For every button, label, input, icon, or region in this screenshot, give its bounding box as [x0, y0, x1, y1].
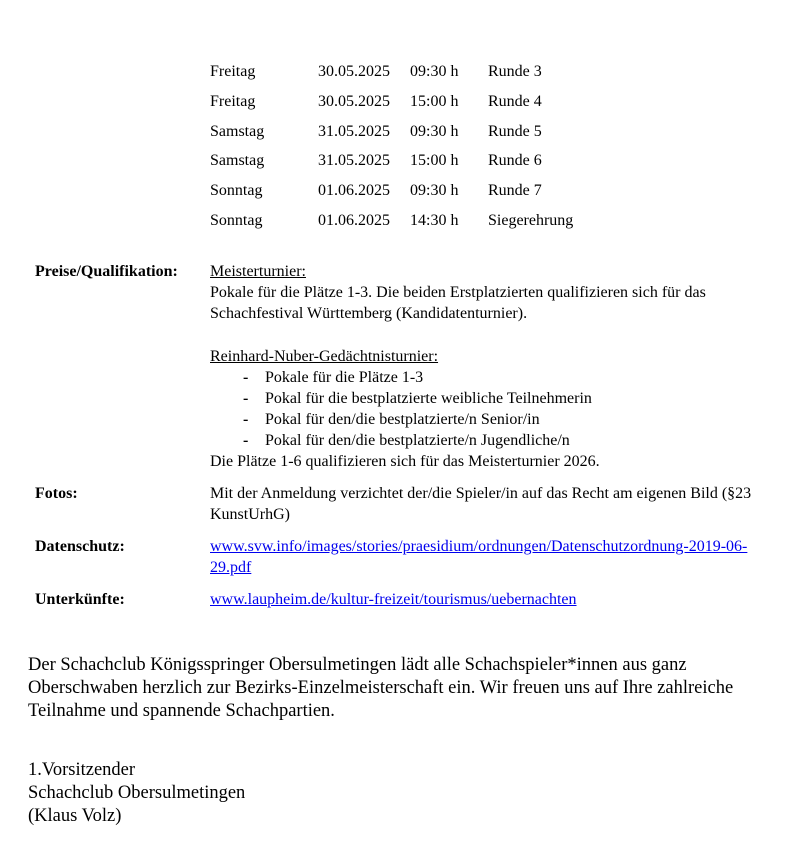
paragraph-gap: [210, 324, 766, 346]
list-item: [210, 409, 766, 430]
schedule-event: Runde 7: [488, 182, 542, 200]
dash-bullet-icon: -: [243, 431, 249, 449]
list-item: [210, 430, 766, 451]
schedule-date: 30.05.2025: [318, 92, 390, 110]
schedule-day: Freitag: [210, 92, 256, 110]
schedule-date: 31.05.2025: [318, 152, 390, 170]
list-item: [210, 367, 766, 388]
signature-name: (Klaus Volz): [28, 805, 122, 826]
dash-bullet-icon: -: [243, 368, 249, 386]
schedule-day: Samstag: [210, 122, 265, 140]
schedule-day: Sonntag: [210, 211, 263, 229]
signature-role: 1.Vorsitzender: [28, 759, 136, 780]
list-item-text: Pokale für die Plätze 1-3: [265, 368, 424, 386]
list-item-text: Pokal für den/die bestplatzierte/n Jugendliche/n: [265, 431, 570, 449]
dash-bullet-icon: -: [243, 410, 249, 428]
qualification-note: Die Plätze 1-6 qualifizieren sich für das Meisterturnier 2026.: [210, 452, 600, 470]
schedule-day: Samstag: [210, 152, 265, 170]
meisterturnier-heading: Meisterturnier:: [210, 262, 306, 280]
schedule-time: 14:30 h: [410, 211, 459, 229]
schedule-time: 09:30 h: [410, 122, 459, 140]
section-content-preise: [210, 261, 766, 472]
section-preise-qualifikation: [0, 261, 803, 472]
schedule-row: [210, 117, 803, 147]
prize-bullet-list: [210, 367, 766, 451]
schedule-event: Runde 6: [488, 152, 542, 170]
schedule-event: Runde 4: [488, 92, 542, 110]
section-datenschutz: [0, 536, 803, 578]
schedule-day: Sonntag: [210, 182, 263, 200]
section-content-datenschutz: [210, 536, 766, 578]
labeled-sections: [0, 261, 803, 610]
schedule-row: [210, 146, 803, 176]
schedule-event: Siegerehrung: [488, 211, 574, 229]
schedule-row: [210, 87, 803, 117]
schedule-time: 15:00 h: [410, 92, 459, 110]
list-item-text: Pokal für den/die bestplatzierte/n Senior/in: [265, 410, 540, 428]
section-label-fotos: Fotos:: [35, 484, 78, 502]
schedule-table: [210, 57, 803, 236]
schedule-day: Freitag: [210, 63, 256, 80]
schedule-row: [210, 57, 803, 87]
dash-bullet-icon: -: [243, 389, 249, 407]
schedule-event: Runde 3: [488, 63, 542, 80]
section-fotos: [0, 483, 803, 525]
meisterturnier-text: Pokale für die Plätze 1-3. Die beiden Erstplatzierten qualifizieren sich für das Schachfestival Württemberg (Kandidatenturnier).: [210, 283, 706, 322]
section-label-datenschutz: Datenschutz:: [35, 537, 125, 555]
list-item: [210, 388, 766, 409]
gedaechtnisturnier-heading: Reinhard-Nuber-Gedächtnisturnier:: [210, 347, 439, 365]
schedule-date: 31.05.2025: [318, 122, 390, 140]
schedule-time: 09:30 h: [410, 63, 459, 80]
schedule-date: 30.05.2025: [318, 63, 390, 80]
section-unterkuenfte: [0, 589, 803, 610]
section-label-unterkuenfte: Unterkünfte:: [35, 590, 125, 608]
section-content-fotos: Mit der Anmeldung verzichtet der/die Spieler/in auf das Recht am eigenen Bild (§23 KunstUrhG): [210, 484, 752, 523]
schedule-event: Runde 5: [488, 122, 542, 140]
signature-block: [28, 759, 803, 828]
section-label-preise: Preise/Qualifikation:: [35, 262, 178, 280]
list-item-text: Pokal für die bestplatzierte weibliche Teilnehmerin: [265, 389, 592, 407]
datenschutz-link[interactable]: www.svw.info/images/stories/praesidium/ordnungen/Datenschutzordnung-2019-06-29.pdf: [210, 537, 748, 576]
schedule-row: [210, 176, 803, 206]
schedule-time: 15:00 h: [410, 152, 459, 170]
unterkuenfte-link[interactable]: www.laupheim.de/kultur-freizeit/tourismus/uebernachten: [210, 590, 577, 608]
schedule-time: 09:30 h: [410, 182, 459, 200]
schedule-row: [210, 206, 803, 236]
schedule-date: 01.06.2025: [318, 182, 390, 200]
closing-paragraph: Der Schachclub Königsspringer Obersulmetingen lädt alle Schachspieler*innen aus ganz Oberschwaben herzlich zur Bezirks-Einzelmeisterschaft ein. Wir freuen uns auf Ihre zahlreiche Teilnahme und spannende Schachpartien.: [28, 654, 734, 721]
signature-club: Schachclub Obersulmetingen: [28, 782, 246, 803]
schedule-date: 01.06.2025: [318, 211, 390, 229]
section-content-unterkuenfte: [210, 589, 766, 610]
